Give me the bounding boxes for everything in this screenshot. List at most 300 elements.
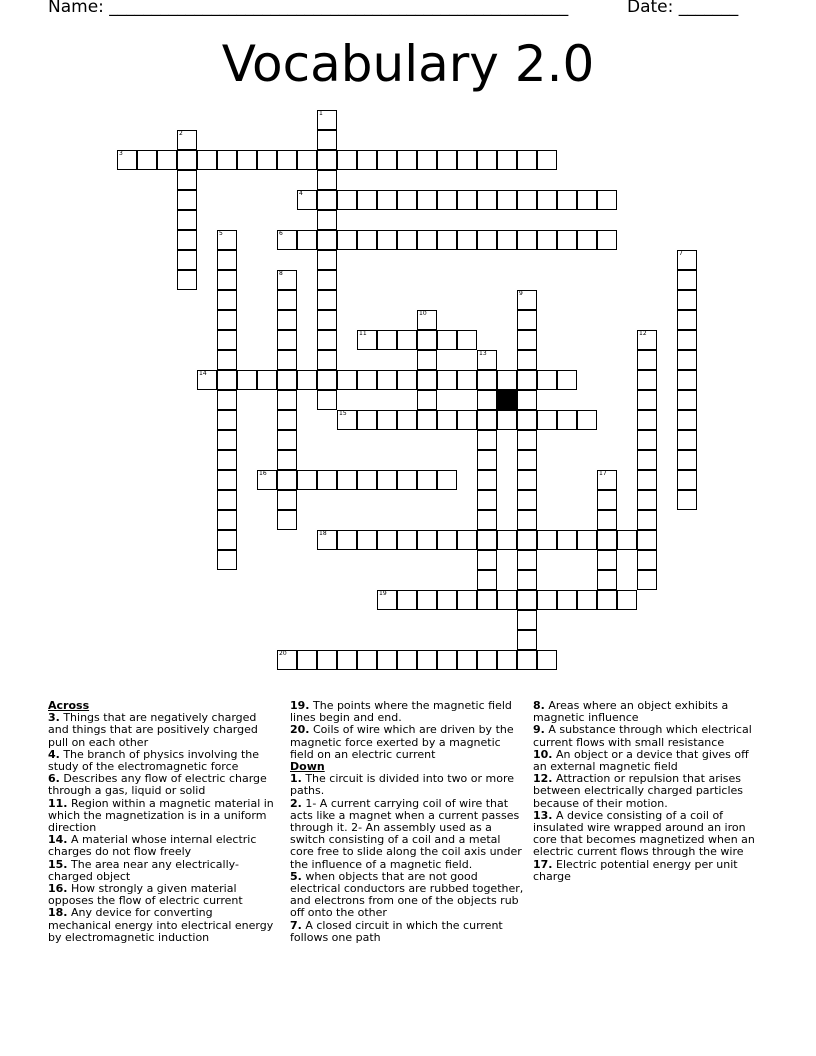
grid-cell[interactable]	[597, 550, 617, 570]
grid-cell[interactable]	[317, 190, 337, 210]
grid-cell[interactable]	[677, 450, 697, 470]
clue-item	[290, 700, 524, 724]
clue-num: 19.	[290, 699, 310, 712]
grid-cell[interactable]	[477, 470, 497, 490]
grid-cell[interactable]	[357, 190, 377, 210]
grid-cell[interactable]	[677, 430, 697, 450]
grid-cell[interactable]	[477, 150, 497, 170]
grid-cell[interactable]	[177, 270, 197, 290]
grid-cell[interactable]	[557, 590, 577, 610]
clue-number: 6	[279, 230, 283, 237]
clue-number: 4	[299, 190, 303, 197]
grid-cell[interactable]	[317, 390, 337, 410]
grid-cell[interactable]	[197, 370, 217, 390]
grid-cell[interactable]	[337, 530, 357, 550]
clue-num: 8.	[533, 699, 545, 712]
grid-cell[interactable]	[417, 590, 437, 610]
grid-cell[interactable]	[277, 150, 297, 170]
grid-cell[interactable]	[437, 410, 457, 430]
grid-cell[interactable]	[397, 470, 417, 490]
grid-cell[interactable]	[277, 490, 297, 510]
grid-cell[interactable]	[317, 370, 337, 390]
grid-cell[interactable]	[437, 470, 457, 490]
grid-cell[interactable]	[237, 370, 257, 390]
grid-cell[interactable]	[117, 150, 137, 170]
grid-cell[interactable]	[297, 230, 317, 250]
grid-cell[interactable]	[377, 590, 397, 610]
grid-cell[interactable]	[517, 410, 537, 430]
grid-cell[interactable]	[397, 590, 417, 610]
grid-cell[interactable]	[637, 450, 657, 470]
grid-cell[interactable]	[637, 570, 657, 590]
grid-cell[interactable]	[297, 370, 317, 390]
grid-cell[interactable]	[497, 370, 517, 390]
grid-cell[interactable]	[177, 190, 197, 210]
grid-cell[interactable]	[177, 130, 197, 150]
grid-cell[interactable]	[317, 330, 337, 350]
grid-cell[interactable]	[277, 510, 297, 530]
grid-cell[interactable]	[497, 150, 517, 170]
grid-cell[interactable]	[517, 350, 537, 370]
grid-cell[interactable]	[557, 230, 577, 250]
grid-cell[interactable]	[417, 350, 437, 370]
grid-cell[interactable]	[197, 150, 217, 170]
grid-cell[interactable]	[517, 610, 537, 630]
clue-number: 14	[199, 370, 207, 377]
grid-cell[interactable]	[577, 590, 597, 610]
grid-cell[interactable]	[517, 650, 537, 670]
grid-cell[interactable]	[397, 530, 417, 550]
grid-cell[interactable]	[517, 590, 537, 610]
grid-cell[interactable]	[517, 430, 537, 450]
clue-number: 20	[279, 650, 287, 657]
grid-cell[interactable]	[477, 590, 497, 610]
grid-cell[interactable]	[517, 370, 537, 390]
clue-text: Region within a magnetic material in which the magnetization is in a uniform direction	[48, 796, 274, 835]
grid-cell[interactable]	[637, 550, 657, 570]
grid-cell[interactable]	[177, 210, 197, 230]
grid-cell[interactable]	[337, 370, 357, 390]
grid-cell[interactable]	[477, 390, 497, 410]
grid-cell[interactable]	[397, 190, 417, 210]
grid-cell[interactable]	[577, 530, 597, 550]
grid-cell[interactable]	[537, 530, 557, 550]
grid-cell[interactable]	[297, 190, 317, 210]
grid-cell[interactable]	[417, 230, 437, 250]
grid-cell[interactable]	[317, 290, 337, 310]
grid-cell[interactable]	[437, 650, 457, 670]
grid-cell[interactable]	[557, 410, 577, 430]
grid-cell[interactable]	[177, 230, 197, 250]
grid-cell[interactable]	[537, 190, 557, 210]
grid-cell[interactable]	[177, 170, 197, 190]
grid-cell[interactable]	[637, 470, 657, 490]
date-field[interactable]: Date: _______	[627, 0, 739, 17]
grid-cell[interactable]	[457, 190, 477, 210]
grid-cell[interactable]	[477, 490, 497, 510]
grid-cell[interactable]	[277, 230, 297, 250]
grid-cell[interactable]	[517, 390, 537, 410]
grid-cell[interactable]	[257, 370, 277, 390]
clue-item	[290, 724, 524, 761]
grid-cell[interactable]	[517, 630, 537, 650]
grid-cell[interactable]	[297, 150, 317, 170]
grid-cell[interactable]	[217, 450, 237, 470]
grid-cell[interactable]	[137, 150, 157, 170]
grid-cell[interactable]	[217, 150, 237, 170]
grid-cell[interactable]	[217, 430, 237, 450]
clue-number: 3	[119, 150, 123, 157]
grid-cell[interactable]	[517, 570, 537, 590]
grid-cell[interactable]	[217, 410, 237, 430]
grid-cell[interactable]	[337, 470, 357, 490]
clue-number: 13	[479, 350, 487, 357]
clue-number: 11	[359, 330, 367, 337]
clue-text: Areas where an object exhibits a magnetic influence	[533, 699, 729, 725]
clue-number: 15	[339, 410, 347, 417]
grid-cell[interactable]	[177, 150, 197, 170]
grid-cell[interactable]	[477, 450, 497, 470]
grid-cell[interactable]	[477, 510, 497, 530]
grid-cell[interactable]	[577, 230, 597, 250]
grid-cell[interactable]	[417, 310, 437, 330]
grid-cell[interactable]	[417, 150, 437, 170]
grid-cell[interactable]	[577, 190, 597, 210]
grid-cell[interactable]	[477, 550, 497, 570]
grid-cell[interactable]	[517, 470, 537, 490]
grid-cell[interactable]	[417, 370, 437, 390]
grid-cell[interactable]	[637, 330, 657, 350]
grid-cell[interactable]	[357, 150, 377, 170]
grid-cell[interactable]	[277, 470, 297, 490]
grid-cell[interactable]	[517, 190, 537, 210]
grid-cell[interactable]	[437, 530, 457, 550]
grid-cell[interactable]	[497, 530, 517, 550]
grid-cell[interactable]	[277, 330, 297, 350]
grid-cell[interactable]	[637, 390, 657, 410]
grid-cell[interactable]	[217, 350, 237, 370]
grid-cell[interactable]	[377, 230, 397, 250]
grid-cell[interactable]	[477, 350, 497, 370]
grid-cell[interactable]	[277, 450, 297, 470]
grid-cell[interactable]	[377, 150, 397, 170]
grid-cell[interactable]	[557, 370, 577, 390]
grid-cell[interactable]	[477, 370, 497, 390]
grid-cell[interactable]	[517, 310, 537, 330]
grid-cell[interactable]	[297, 470, 317, 490]
grid-cell[interactable]	[457, 590, 477, 610]
grid-cell[interactable]	[457, 330, 477, 350]
grid-cell[interactable]	[337, 650, 357, 670]
grid-cell[interactable]	[377, 470, 397, 490]
grid-cell[interactable]	[317, 530, 337, 550]
grid-cell[interactable]	[677, 270, 697, 290]
grid-cell[interactable]	[457, 230, 477, 250]
grid-cell[interactable]	[637, 490, 657, 510]
grid-cell[interactable]	[277, 370, 297, 390]
clue-item	[48, 798, 278, 835]
grid-cell[interactable]	[317, 310, 337, 330]
grid-cell[interactable]	[417, 530, 437, 550]
grid-cell[interactable]	[497, 190, 517, 210]
grid-cell[interactable]	[217, 470, 237, 490]
grid-cell[interactable]	[537, 150, 557, 170]
grid-cell[interactable]	[217, 370, 237, 390]
grid-cell[interactable]	[177, 250, 197, 270]
grid-cell[interactable]	[537, 590, 557, 610]
clue-text: A material whose internal electric charges do not flow freely	[48, 833, 257, 859]
grid-cell[interactable]	[357, 370, 377, 390]
grid-cell[interactable]	[497, 650, 517, 670]
grid-cell[interactable]	[637, 370, 657, 390]
grid-cell[interactable]	[597, 190, 617, 210]
grid-cell[interactable]	[317, 110, 337, 130]
grid-cell[interactable]	[277, 350, 297, 370]
grid-cell[interactable]	[417, 650, 437, 670]
grid-cell[interactable]	[477, 410, 497, 430]
grid-cell[interactable]	[637, 430, 657, 450]
grid-cell[interactable]	[397, 370, 417, 390]
grid-cell[interactable]	[217, 330, 237, 350]
grid-cell[interactable]	[477, 230, 497, 250]
grid-cell[interactable]	[637, 410, 657, 430]
grid-cell[interactable]	[357, 650, 377, 670]
grid-cell[interactable]	[497, 590, 517, 610]
grid-cell[interactable]	[217, 490, 237, 510]
grid-cell[interactable]	[277, 650, 297, 670]
clue-num: 14.	[48, 833, 68, 847]
grid-cell[interactable]	[397, 410, 417, 430]
grid-cell[interactable]	[257, 470, 277, 490]
grid-cell[interactable]	[317, 270, 337, 290]
grid-cell[interactable]	[337, 230, 357, 250]
grid-cell[interactable]	[357, 470, 377, 490]
clue-num: 7.	[290, 918, 302, 932]
grid-cell[interactable]	[277, 270, 297, 290]
grid-cell[interactable]	[517, 290, 537, 310]
grid-cell[interactable]	[677, 470, 697, 490]
grid-cell[interactable]	[297, 650, 317, 670]
grid-cell[interactable]	[417, 190, 437, 210]
clue-number: 19	[379, 590, 387, 597]
grid-cell[interactable]	[457, 150, 477, 170]
grid-cell[interactable]	[217, 310, 237, 330]
clue-num: 11.	[48, 796, 68, 810]
grid-cell[interactable]	[217, 250, 237, 270]
grid-cell[interactable]	[497, 230, 517, 250]
grid-cell[interactable]	[537, 370, 557, 390]
clue-text: Coils of wire which are driven by the magnetic force exerted by a magnetic field on an electric current	[290, 723, 514, 761]
grid-cell[interactable]	[437, 590, 457, 610]
clue-item	[48, 749, 278, 773]
grid-cell[interactable]	[217, 290, 237, 310]
grid-cell[interactable]	[597, 570, 617, 590]
grid-cell[interactable]	[477, 650, 497, 670]
clue-num: 6.	[48, 772, 60, 786]
grid-cell[interactable]	[617, 530, 637, 550]
grid-cell[interactable]	[257, 150, 277, 170]
clue-text: Electric potential energy per unit charge	[533, 857, 738, 883]
grid-cell[interactable]	[677, 490, 697, 510]
clue-number: 17	[599, 470, 607, 477]
grid-cell[interactable]	[517, 550, 537, 570]
clue-text: when objects that are not good electrical conductors are rubbed together, and electrons from one of the objects rub off onto the other	[290, 869, 524, 920]
name-field[interactable]: Name: ______________________________________________________	[48, 0, 569, 17]
grid-cell[interactable]	[437, 150, 457, 170]
grid-cell[interactable]	[677, 250, 697, 270]
grid-cell[interactable]	[517, 510, 537, 530]
clue-item	[533, 859, 759, 883]
grid-cell[interactable]	[417, 390, 437, 410]
grid-cell[interactable]	[677, 310, 697, 330]
grid-cell[interactable]	[677, 390, 697, 410]
grid-cell[interactable]	[317, 250, 337, 270]
grid-cell[interactable]	[237, 150, 257, 170]
grid-cell[interactable]	[337, 190, 357, 210]
grid-cell[interactable]	[517, 450, 537, 470]
grid-cell[interactable]	[477, 430, 497, 450]
clues-column-1	[48, 700, 278, 944]
grid-cell[interactable]	[597, 470, 617, 490]
grid-cell[interactable]	[497, 410, 517, 430]
grid-cell[interactable]	[417, 470, 437, 490]
grid-cell[interactable]	[557, 530, 577, 550]
grid-cell[interactable]	[597, 230, 617, 250]
grid-cell[interactable]	[557, 190, 577, 210]
grid-cell[interactable]	[457, 410, 477, 430]
grid-cell[interactable]	[597, 590, 617, 610]
grid-cell[interactable]	[597, 490, 617, 510]
clue-item	[533, 749, 759, 773]
clue-item	[48, 859, 278, 883]
grid-cell[interactable]	[537, 410, 557, 430]
grid-cell[interactable]	[677, 350, 697, 370]
grid-cell[interactable]	[337, 410, 357, 430]
grid-cell[interactable]	[217, 550, 237, 570]
grid-cell[interactable]	[537, 650, 557, 670]
grid-cell[interactable]	[577, 410, 597, 430]
clue-item	[48, 883, 278, 907]
grid-cell[interactable]	[157, 150, 177, 170]
grid-cell[interactable]	[317, 350, 337, 370]
grid-cell[interactable]	[477, 190, 497, 210]
grid-cell[interactable]	[357, 330, 377, 350]
clue-num: 3.	[48, 711, 60, 725]
clue-item	[48, 712, 278, 749]
grid-cell[interactable]	[217, 510, 237, 530]
grid-cell[interactable]	[417, 330, 437, 350]
grid-cell[interactable]	[537, 230, 557, 250]
grid-cell[interactable]	[677, 370, 697, 390]
grid-cell[interactable]	[277, 390, 297, 410]
grid-cell[interactable]	[217, 270, 237, 290]
grid-cell[interactable]	[377, 410, 397, 430]
down-heading: Down	[290, 760, 325, 774]
grid-cell[interactable]	[457, 650, 477, 670]
clues-column-2	[290, 700, 524, 944]
grid-cell[interactable]	[317, 130, 337, 150]
grid-cell[interactable]	[317, 470, 337, 490]
puzzle-title: Vocabulary 2.0	[221, 35, 595, 93]
grid-cell[interactable]	[357, 530, 377, 550]
grid-cell[interactable]	[517, 530, 537, 550]
grid-cell[interactable]	[597, 510, 617, 530]
grid-cell[interactable]	[377, 330, 397, 350]
grid-cell[interactable]	[217, 390, 237, 410]
grid-cell[interactable]	[437, 230, 457, 250]
clue-num: 5.	[290, 869, 302, 883]
clue-num: 18.	[48, 906, 68, 920]
grid-cell[interactable]	[417, 410, 437, 430]
grid-cell[interactable]	[677, 330, 697, 350]
grid-cell[interactable]	[277, 430, 297, 450]
grid-cell[interactable]	[617, 590, 637, 610]
grid-cell[interactable]	[377, 530, 397, 550]
grid-cell[interactable]	[277, 310, 297, 330]
grid-cell[interactable]	[517, 490, 537, 510]
grid-cell[interactable]	[217, 230, 237, 250]
grid-cell[interactable]	[457, 370, 477, 390]
grid-cell[interactable]	[277, 410, 297, 430]
grid-cell[interactable]	[517, 150, 537, 170]
grid-cell[interactable]	[477, 570, 497, 590]
grid-cell[interactable]	[337, 150, 357, 170]
grid-cell[interactable]	[437, 370, 457, 390]
grid-cell[interactable]	[317, 230, 337, 250]
grid-cell[interactable]	[317, 650, 337, 670]
clue-text: Describes any flow of electric charge through a gas, liquid or solid	[48, 772, 267, 798]
grid-cell[interactable]	[397, 330, 417, 350]
clue-num: 13.	[533, 808, 553, 822]
grid-cell[interactable]	[637, 530, 657, 550]
grid-cell[interactable]	[217, 530, 237, 550]
clue-number: 1	[319, 110, 323, 117]
clue-item	[290, 773, 524, 797]
grid-cell[interactable]	[677, 290, 697, 310]
grid-cell[interactable]	[517, 230, 537, 250]
clue-item	[533, 773, 759, 810]
grid-cell[interactable]	[317, 210, 337, 230]
grid-cell[interactable]	[437, 190, 457, 210]
grid-cell[interactable]	[597, 530, 617, 550]
grid-cell[interactable]	[377, 650, 397, 670]
black-cell	[497, 390, 517, 410]
grid-cell[interactable]	[397, 230, 417, 250]
clue-num: 15.	[48, 857, 68, 871]
grid-cell[interactable]	[357, 230, 377, 250]
grid-cell[interactable]	[437, 330, 457, 350]
grid-cell[interactable]	[677, 410, 697, 430]
grid-cell[interactable]	[477, 530, 497, 550]
clue-item	[290, 871, 524, 920]
grid-cell[interactable]	[397, 650, 417, 670]
clue-num: 20.	[290, 723, 310, 737]
clue-number: 16	[259, 470, 267, 477]
grid-cell[interactable]	[277, 290, 297, 310]
grid-cell[interactable]	[317, 150, 337, 170]
grid-cell[interactable]	[517, 330, 537, 350]
grid-cell[interactable]	[457, 530, 477, 550]
grid-cell[interactable]	[397, 150, 417, 170]
clue-number: 7	[679, 250, 683, 257]
grid-cell[interactable]	[637, 350, 657, 370]
grid-cell[interactable]	[637, 510, 657, 530]
grid-cell[interactable]	[377, 190, 397, 210]
grid-cell[interactable]	[377, 370, 397, 390]
grid-cell[interactable]	[357, 410, 377, 430]
clue-text: The area near any electrically-charged object	[48, 857, 239, 883]
grid-cell[interactable]	[317, 170, 337, 190]
